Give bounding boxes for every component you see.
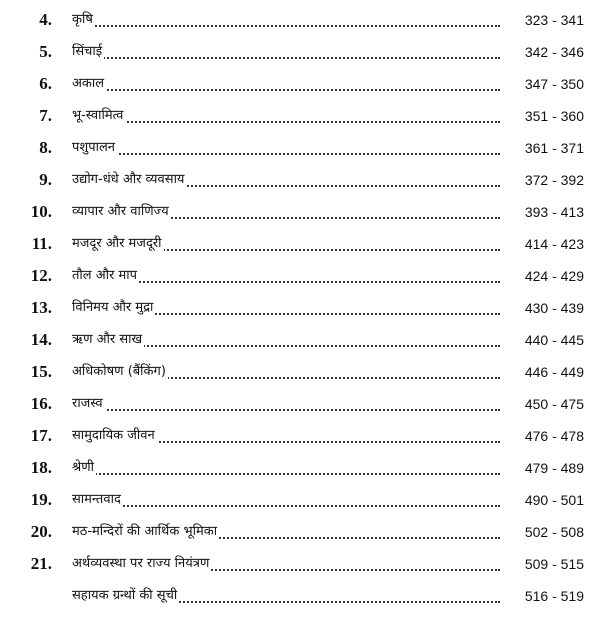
toc-entry (0, 38, 600, 66)
chapter-title: अकाल (72, 73, 106, 95)
chapter-number: 7. (39, 106, 52, 125)
dot-leader (72, 57, 500, 59)
chapter-title: विनिमय और मुद्रा (72, 297, 155, 319)
chapter-number: 19. (30, 490, 52, 509)
chapter-title: राजस्व (72, 393, 105, 415)
chapter-number: 11. (31, 234, 52, 253)
toc-entry (0, 134, 600, 162)
toc-entry (0, 454, 600, 482)
dot-leader (72, 473, 500, 475)
chapter-title: भू-स्वामित्व (72, 105, 125, 127)
chapter-number: 15. (30, 362, 52, 381)
toc-entry (0, 422, 600, 450)
dot-leader (72, 505, 500, 507)
page-range: 342 - 346 (500, 41, 584, 63)
page-range: 440 - 445 (500, 329, 584, 351)
page-range: 393 - 413 (500, 201, 584, 223)
chapter-number: 9. (39, 170, 52, 189)
chapter-title: ऋण और साख (72, 329, 144, 351)
chapter-title: व्यापार और वाणिज्य (72, 201, 171, 223)
chapter-number: 18. (30, 458, 52, 477)
page-range: 450 - 475 (500, 393, 584, 415)
page-range: 509 - 515 (500, 553, 584, 575)
bibliography-title: सहायक ग्रन्थों की सूची (72, 585, 179, 607)
dot-leader (72, 121, 500, 123)
page-range: 490 - 501 (500, 489, 584, 511)
toc-entry (0, 358, 600, 386)
page-range: 516 - 519 (500, 585, 584, 607)
toc-entry (0, 198, 600, 226)
page-range: 361 - 371 (500, 137, 584, 159)
chapter-number: 5. (39, 42, 52, 61)
chapter-title: पशुपालन (72, 137, 117, 159)
toc-entry (0, 102, 600, 130)
dot-leader (72, 25, 500, 27)
dot-leader (72, 89, 500, 91)
page-range: 351 - 360 (500, 105, 584, 127)
page-range: 476 - 478 (500, 425, 584, 447)
chapter-number: 16. (30, 394, 52, 413)
chapter-title: श्रेणी (72, 457, 96, 479)
chapter-number: 17. (30, 426, 52, 445)
chapter-title: मठ-मन्दिरों की आर्थिक भूमिका (72, 521, 219, 543)
toc-entry (0, 166, 600, 194)
chapter-title: अधिकोषण (बैंकिंग) (72, 361, 168, 383)
page-range: 347 - 350 (500, 73, 584, 95)
chapter-number: 4. (39, 10, 52, 29)
dot-leader (72, 409, 500, 411)
chapter-number: 10. (30, 202, 52, 221)
toc-entry (0, 326, 600, 354)
chapter-number: 8. (39, 138, 52, 157)
chapter-number: 14. (30, 330, 52, 349)
page-range: 430 - 439 (500, 297, 584, 319)
chapter-title: अर्थव्यवस्था पर राज्य नियंत्रण (72, 553, 211, 575)
toc-entry (0, 262, 600, 290)
chapter-title: सामुदायिक जीवन (72, 425, 157, 447)
chapter-title: कृषि (72, 9, 95, 31)
toc-entry (0, 486, 600, 514)
chapter-number: 21. (30, 554, 52, 573)
toc-entry (0, 6, 600, 34)
chapter-title: तौल और माप (72, 265, 139, 287)
toc-entry (0, 294, 600, 322)
chapter-title: सामन्तवाद (72, 489, 123, 511)
toc-entry-bibliography (0, 582, 600, 610)
toc-entry (0, 230, 600, 258)
chapter-number: 20. (30, 522, 52, 541)
chapter-number: 13. (30, 298, 52, 317)
page-range: 502 - 508 (500, 521, 584, 543)
chapter-title: उद्योग-धंधे और व्यवसाय (72, 169, 186, 191)
page-range: 446 - 449 (500, 361, 584, 383)
chapter-title: मजदूर और मजदूरी (72, 233, 164, 255)
page-range: 372 - 392 (500, 169, 584, 191)
toc-entry (0, 518, 600, 546)
toc-entry (0, 550, 600, 578)
page-range: 414 - 423 (500, 233, 584, 255)
dot-leader (72, 153, 500, 155)
toc-entry (0, 70, 600, 98)
chapter-title: सिंचाई (72, 41, 104, 63)
chapter-number: 6. (39, 74, 52, 93)
toc-entry (0, 390, 600, 418)
page-range: 479 - 489 (500, 457, 584, 479)
page-range: 424 - 429 (500, 265, 584, 287)
chapter-number: 12. (30, 266, 52, 285)
page-range: 323 - 341 (500, 9, 584, 31)
